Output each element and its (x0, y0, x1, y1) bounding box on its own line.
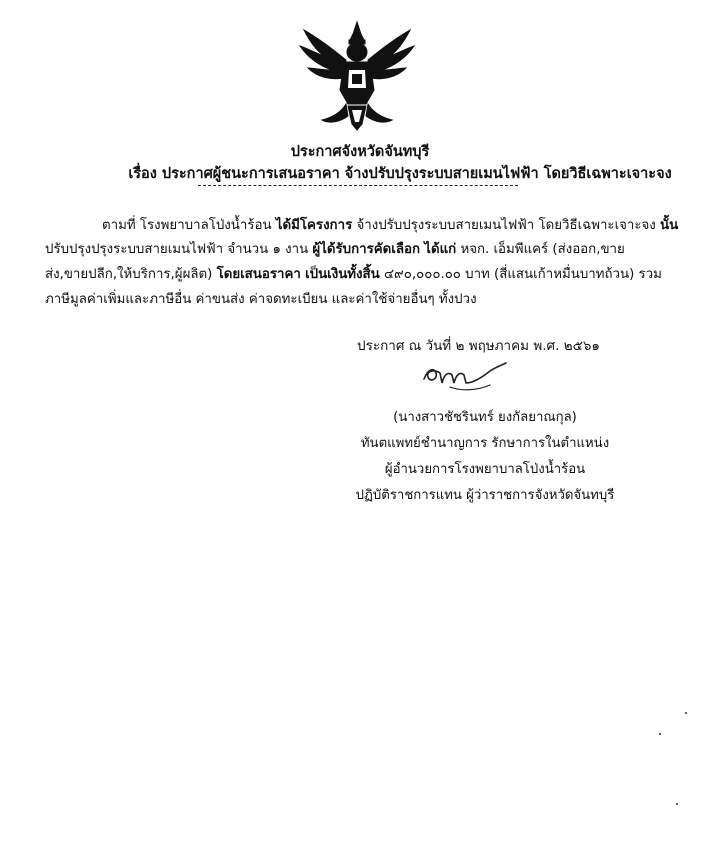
handwritten-signature (420, 357, 510, 397)
scan-speck (685, 712, 687, 714)
signer-name: (นางสาวชัชรินทร์ ยงกัลยาณกุล) (393, 410, 577, 425)
announcement-date: ประกาศ ณ วันที่ ๒ พฤษภาคม พ.ศ. ๒๕๖๑ (357, 338, 600, 354)
scan-speck (676, 803, 678, 805)
signer-position-3: ปฏิบัติราชการแทน ผู้ว่าราชการจังหวัดจันทบุรี (355, 488, 615, 503)
body-line-1: ตามที่ โรงพยาบาลโป่งน้ำร้อน ได้มีโครงการ จ้างปรับปรุงระบบสายเมนไฟฟ้า โดยวิธีเฉพาะเจาะจง นั้น (102, 218, 679, 233)
separator-line (198, 185, 518, 186)
signer-position-2: ผู้อำนวยการโรงพยาบาลโป่งน้ำร้อน (384, 462, 586, 477)
body-line-3: ส่ง,ขายปลีก,ให้บริการ,ผู้ผลิต) โดยเสนอราคา เป็นเงินทั้งสิ้น ๔๙๐,๐๐๐.๐๐ บาท (สี่แสนเก้าหมื่นบาทถ้วน) รวม (45, 267, 662, 282)
signer-position-1: ทันตแพทย์ชำนาญการ รักษาการในตำแหน่ง (360, 436, 610, 451)
garuda-emblem-icon (296, 20, 418, 132)
body-line-2: ปรับปรุงปรุงระบบสายเมนไฟฟ้า จำนวน ๑ งาน ผู้ได้รับการคัดเลือก ได้แก่ หจก. เอ็มพีแคร์ (ส่งออก,ขาย (45, 242, 625, 257)
announcement-subject: เรื่อง ประกาศผู้ชนะการเสนอราคา จ้างปรับปรุงระบบสายเมนไฟฟ้า โดยวิธีเฉพาะเจาะจง (128, 166, 672, 182)
body-line-4: ภาษีมูลค่าเพิ่มและภาษีอื่น ค่าขนส่ง ค่าจดทะเบียน และค่าใช้จ่ายอื่นๆ ทั้งปวง (45, 292, 477, 307)
announcement-title: ประกาศจังหวัดจันทบุรี (290, 144, 430, 160)
scan-speck (659, 733, 661, 735)
